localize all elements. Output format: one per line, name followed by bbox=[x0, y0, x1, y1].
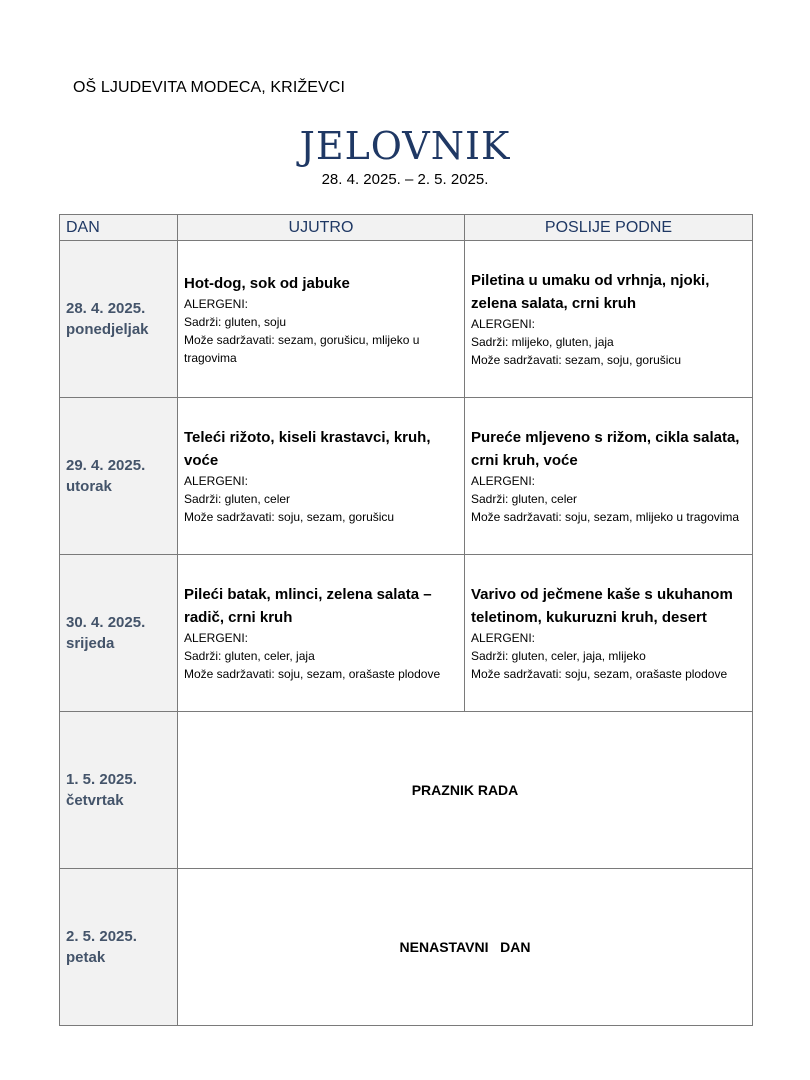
allergens-contains: Sadrži: gluten, celer, jaja, mlijeko bbox=[471, 649, 646, 663]
meal-cell-poslije-podne bbox=[465, 555, 753, 712]
day-cell bbox=[60, 869, 178, 1026]
table-row bbox=[60, 555, 753, 712]
meal-cell-ujutro bbox=[178, 555, 465, 712]
allergens-may-contain: Može sadržavati: soju, sezam, orašaste plodove bbox=[471, 667, 728, 681]
day-weekday: četvrtak bbox=[66, 792, 124, 809]
day-date: 1. 5. 2025. bbox=[66, 771, 137, 788]
holiday-cell bbox=[178, 712, 753, 869]
table-row bbox=[60, 712, 753, 869]
column-header-poslije-podne: POSLIJE PODNE bbox=[465, 215, 753, 241]
allergens-may-contain: Može sadržavati: soju, sezam, orašaste plodove bbox=[184, 667, 441, 681]
date-range: 28. 4. 2025. – 2. 5. 2025. bbox=[321, 171, 489, 188]
meal-cell-poslije-podne bbox=[465, 241, 753, 398]
meal-cell-poslije-podne bbox=[465, 398, 753, 555]
allergens-label: ALERGENI: bbox=[184, 631, 249, 645]
allergens-contains: Sadrži: mlijeko, gluten, jaja bbox=[471, 335, 614, 349]
table-row bbox=[60, 398, 753, 555]
meal-title: Pureće mljeveno s rižom, cikla salata, crni kruh, voće bbox=[471, 429, 740, 469]
day-weekday: ponedjeljak bbox=[66, 321, 149, 338]
allergens-may-contain: Može sadržavati: sezam, gorušicu, mlijeko u tragovima bbox=[184, 332, 420, 365]
page-title: JELOVNIK bbox=[299, 124, 511, 168]
allergens-contains: Sadrži: gluten, celer bbox=[471, 492, 578, 506]
day-weekday: petak bbox=[66, 949, 106, 966]
day-cell bbox=[60, 241, 178, 398]
meal-cell-ujutro bbox=[178, 241, 465, 398]
column-header-dan: DAN bbox=[60, 215, 178, 241]
table-row bbox=[60, 869, 753, 1026]
day-cell bbox=[60, 398, 178, 555]
allergens-contains: Sadrži: gluten, celer, jaja bbox=[184, 649, 315, 663]
day-cell bbox=[60, 555, 178, 712]
day-weekday: srijeda bbox=[66, 635, 115, 652]
meal-title: Teleći rižoto, kiseli krastavci, kruh, voće bbox=[184, 429, 431, 469]
holiday-label: PRAZNIK RADA bbox=[411, 782, 519, 798]
day-date: 29. 4. 2025. bbox=[66, 457, 146, 474]
table-row bbox=[60, 241, 753, 398]
meal-title: Hot-dog, sok od jabuke bbox=[184, 274, 350, 292]
day-date: 2. 5. 2025. bbox=[66, 928, 137, 945]
table-header-row bbox=[60, 215, 753, 241]
allergens-label: ALERGENI: bbox=[471, 317, 536, 331]
day-date: 30. 4. 2025. bbox=[66, 614, 146, 631]
school-name: OŠ LJUDEVITA MODECA, KRIŽEVCI bbox=[73, 79, 345, 96]
menu-table bbox=[59, 214, 753, 1026]
column-header-ujutro: UJUTRO bbox=[178, 215, 465, 241]
meal-title: Piletina u umaku od vrhnja, njoki, zelena salata, crni kruh bbox=[471, 272, 710, 312]
day-cell bbox=[60, 712, 178, 869]
allergens-label: ALERGENI: bbox=[184, 296, 249, 311]
allergens-contains: Sadrži: gluten, soju bbox=[184, 314, 287, 329]
holiday-cell bbox=[178, 869, 753, 1026]
meal-cell-ujutro bbox=[178, 398, 465, 555]
allergens-label: ALERGENI: bbox=[471, 474, 536, 488]
allergens-label: ALERGENI: bbox=[184, 474, 249, 488]
day-weekday: utorak bbox=[66, 478, 112, 495]
meal-title: Varivo od ječmene kaše s ukuhanom teletinom, kukuruzni kruh, desert bbox=[471, 586, 733, 626]
allergens-contains: Sadrži: gluten, celer bbox=[184, 492, 291, 506]
allergens-may-contain: Može sadržavati: soju, sezam, mlijeko u tragovima bbox=[471, 510, 740, 524]
allergens-may-contain: Može sadržavati: soju, sezam, gorušicu bbox=[184, 510, 395, 524]
allergens-may-contain: Može sadržavati: sezam, soju, gorušicu bbox=[471, 353, 682, 367]
meal-title: Pileći batak, mlinci, zelena salata – radič, crni kruh bbox=[184, 586, 432, 626]
holiday-label: NENASTAVNI DAN bbox=[399, 939, 531, 955]
day-date: 28. 4. 2025. bbox=[66, 300, 146, 317]
allergens-label: ALERGENI: bbox=[471, 631, 536, 645]
